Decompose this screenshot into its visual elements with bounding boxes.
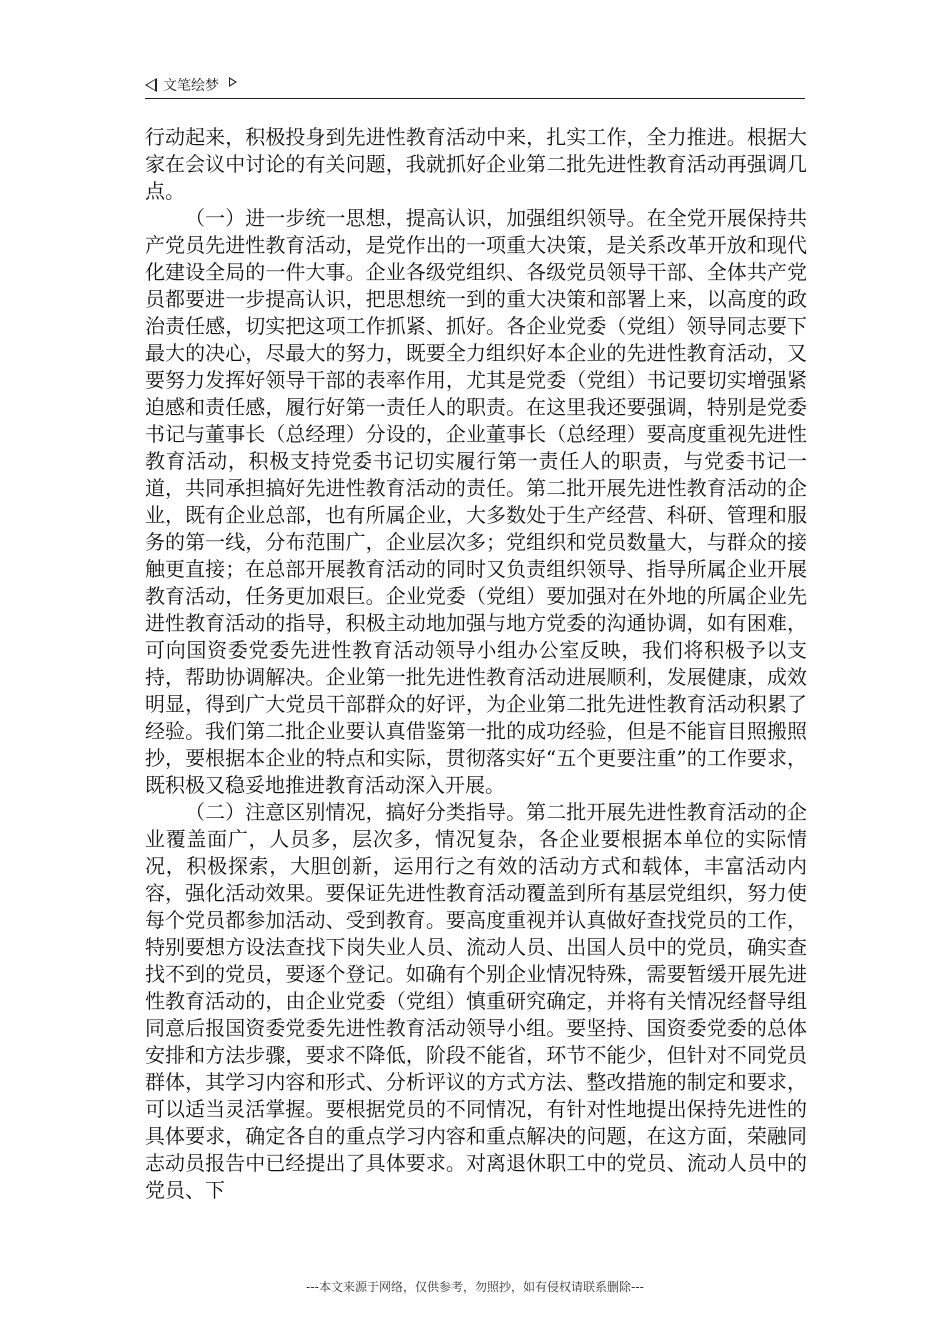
triangle-left-icon (145, 78, 157, 92)
header-rule (145, 98, 805, 99)
document-body (145, 124, 807, 1204)
page-footer: ---本文来源于网络，仅供参考，勿照抄，如有侵权请联系删除--- (306, 1280, 644, 1294)
paragraph-section-one: （一）进一步统一思想，提高认识，加强组织领导。在全党开展保持共产党员先进性教育活动，是党作出的一项重大决策，是关系改革开放和现代化建设全局的一件大事。企业各级党组织、各级党员领导干部、全体共产党员都要进一步提高认识，把思想统一到的重大决策和部署上来，以高度的政治责任感，切实把这项工作抓紧、抓好。各企业党委（党组）领导同志要下最大的决心，尽最大的努力，既要全力组织好本企业的先进性教育活动，又要努力发挥好领导干部的表率作用，尤其是党委（党组）书记要切实增强紧迫感和责任感，履行好第一责任人的职责。在这里我还要强调，特别是党委书记与董事长（总经理）分设的，企业董事长（总经理）要高度重视先进性教育活动，积极支持党委书记切实履行第一责任人的职责，与党委书记一道，共同承担搞好先进性教育活动的责任。第二批开展先进性教育活动的企业，既有企业总部，也有所属企业，大多数处于生产经营、科研、管理和服务的第一线，分布范围广，企业层次多；党组织和党员数量大，与群众的接触更直接；在总部开展教育活动的同时又负责组织领导、指导所属企业开展教育活动，任务更加艰巨。企业党委（党组）要加强对在外地的所属企业先进性教育活动的指导，积极主动地加强与地方党委的沟通协调，如有困难，可向国资委党委先进性教育活动领导小组办公室反映，我们将积极予以支持，帮助协调解决。企业第一批先进性教育活动进展顺利，发展健康，成效明显，得到广大党员干部群众的好评，为企业第二批先进性教育活动积累了经验。我们第二批企业要认真借鉴第一批的成功经验，但是不能盲目照搬照抄，要根据本企业的特点和实际，贯彻落实好“五个更要注重”的工作要求，既积极又稳妥地推进教育活动深入开展。 (145, 206, 807, 797)
paragraph-section-two: （二）注意区别情况，搞好分类指导。第二批开展先进性教育活动的企业覆盖面广，人员多，层次多，情况复杂，各企业要根据本单位的实际情况，积极探索，大胆创新，运用行之有效的活动方式和载体，丰富活动内容，强化活动效果。要保证先进性教育活动覆盖到所有基层党组织，努力使每个党员都参加活动、受到教育。要高度重视并认真做好查找党员的工作，特别要想方设法查找下岗失业人员、流动人员、出国人员中的党员，确实查找不到的党员，要逐个登记。如确有个别企业情况特殊，需要暂缓开展先进性教育活动的，由企业党委（党组）慎重研究确定，并将有关情况经督导组同意后报国资委党委先进性教育活动领导小组。要坚持、国资委党委的总体安排和方法步骤，要求不降低，阶段不能省，环节不能少，但针对不同党员群体，其学习内容和形式、分析评议的方式方法、整改措施的制定和要求，可以适当灵活掌握。要根据党员的不同情况，有针对性地提出保持先进性的具体要求，确定各自的重点学习内容和重点解决的问题，在这方面，荣融同志动员报告中已经提出了具体要求。对离退休职工中的党员、流动人员中的党员、下 (145, 800, 807, 1202)
header-title: 文笔绘梦 (163, 78, 219, 94)
paragraph-continued: 行动起来，积极投身到先进性教育活动中来，扎实工作，全力推进。根据大家在会议中讨论的有关问题，我就抓好企业第二批先进性教育活动再强调几点。 (145, 125, 807, 203)
page-header (145, 74, 805, 96)
triangle-right-icon (229, 77, 237, 87)
